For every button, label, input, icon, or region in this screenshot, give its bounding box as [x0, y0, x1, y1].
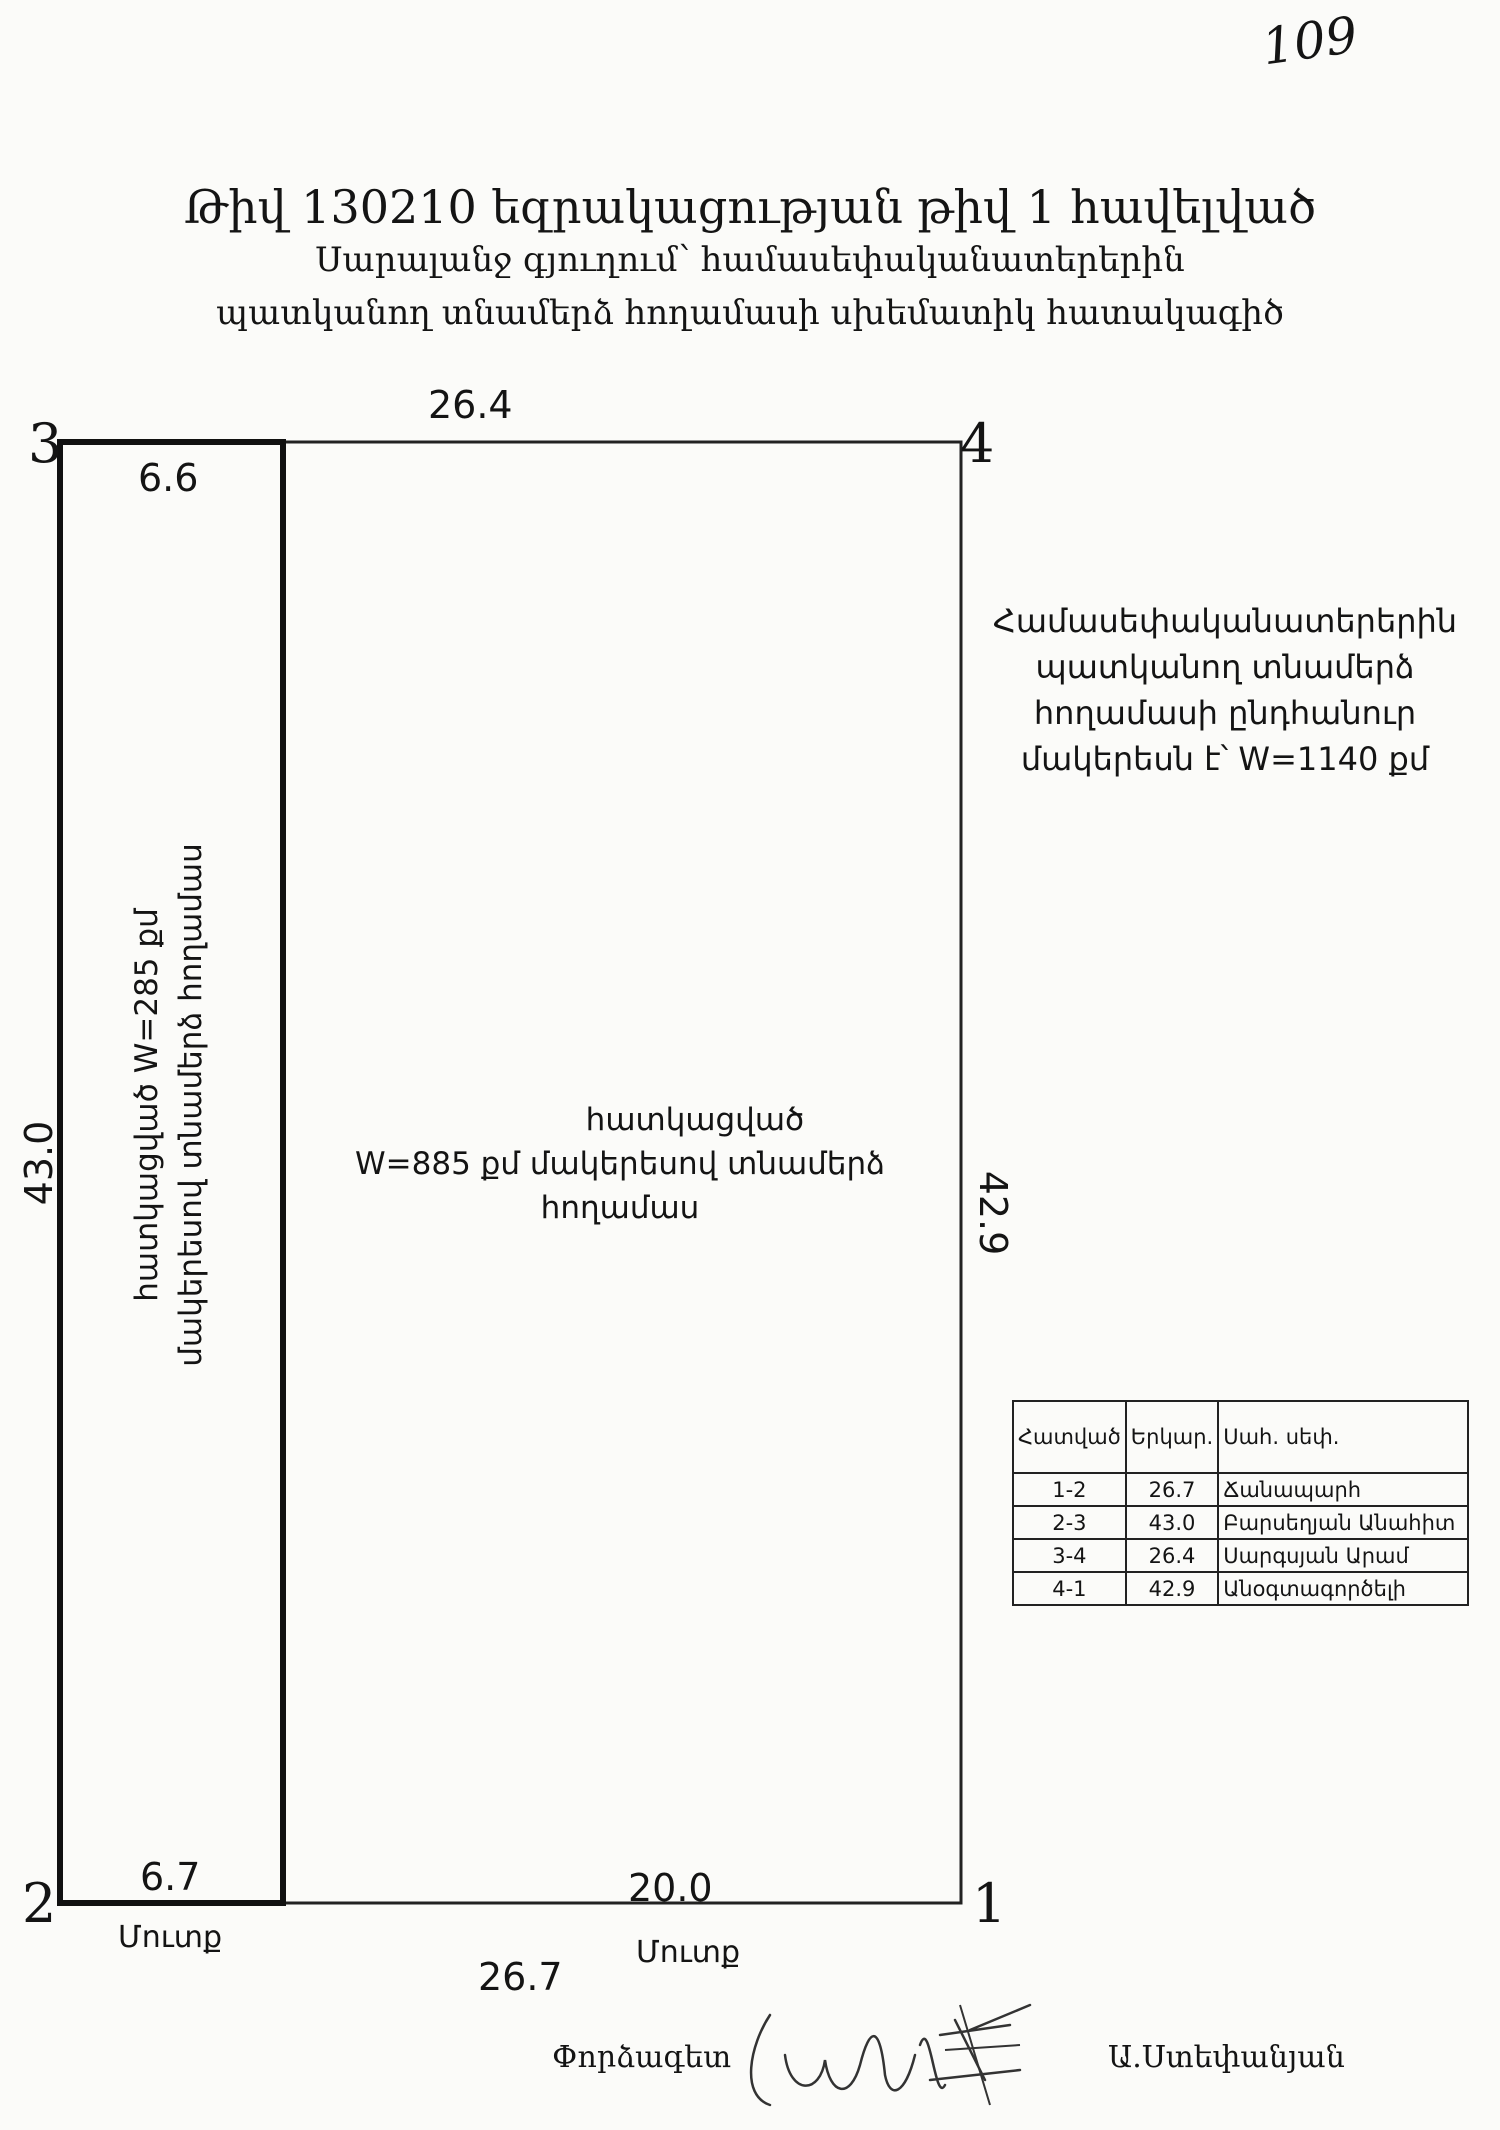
- document-subtitle-line2: պատկանող տնամերձ հողամասի սխեմատիկ հատակագիծ: [216, 293, 1284, 333]
- allocated-plot-label-line1: հատկացված W=285 քմ: [129, 908, 165, 1302]
- table-cell-neighbor: Բարսեղյան Անահիտ: [1218, 1506, 1468, 1539]
- table-header-neighbor: Սահ. սեփ.: [1218, 1401, 1468, 1473]
- entrance-label-center: Մուտք: [636, 1935, 741, 1970]
- bottom-side-length: 26.7: [478, 1955, 563, 1999]
- total-area-note-line4: մակերեսն է՝ W=1140 քմ: [1020, 740, 1430, 778]
- table-cell-neighbor: Անօգտագործելի: [1218, 1572, 1468, 1605]
- total-area-note-line1: Համասեփականատերերին: [992, 602, 1458, 640]
- table-header-length: Երկար.: [1126, 1401, 1218, 1473]
- table-row: [1013, 1572, 1468, 1605]
- table-cell-length: 42.9: [1126, 1572, 1218, 1605]
- handwritten-signature: [730, 1985, 1050, 2125]
- table-cell-neighbor: Ճանապարհ: [1218, 1473, 1468, 1506]
- table-cell-segment: 1-2: [1013, 1473, 1126, 1506]
- expert-name: Ա.Ստեփանյան: [1108, 2040, 1345, 2075]
- corner-1-label: 1: [972, 1872, 1007, 1935]
- table-header-segment: Հատված: [1013, 1401, 1126, 1473]
- top-left-segment-length: 6.6: [138, 456, 199, 500]
- total-area-note-line3: հողամասի ընդհանուր: [1033, 694, 1417, 732]
- table-cell-segment: 4-1: [1013, 1572, 1126, 1605]
- table-cell-length: 26.7: [1126, 1473, 1218, 1506]
- table-cell-segment: 3-4: [1013, 1539, 1126, 1572]
- main-plot-label-line2: W=885 քմ մակերեսով տնամերձ: [355, 1146, 885, 1182]
- corner-2-label: 2: [22, 1872, 57, 1935]
- corner-3-label: 3: [28, 412, 63, 475]
- left-side-length: 43.0: [17, 1120, 61, 1206]
- bottom-right-segment-length: 20.0: [628, 1866, 713, 1910]
- table-cell-length: 43.0: [1126, 1506, 1218, 1539]
- expert-title: Փորձագետ: [552, 2040, 732, 2075]
- allocated-plot-label-line2: մակերեսով տնամերձ հողամաս: [173, 843, 209, 1367]
- table-header-row: [1013, 1401, 1468, 1473]
- main-plot-label: [300, 1098, 940, 1230]
- table-cell-segment: 2-3: [1013, 1506, 1126, 1539]
- corner-4-label: 4: [960, 412, 995, 475]
- document-subtitle-line1: Սարալանջ գյուղում՝ համասեփականատերերին: [315, 240, 1185, 280]
- page-number: 109: [1258, 5, 1362, 77]
- allocated-plot-label: [125, 755, 215, 1455]
- right-side-length: 42.9: [971, 1170, 1015, 1256]
- table-row: [1013, 1539, 1468, 1572]
- bottom-left-segment-length: 6.7: [140, 1855, 201, 1899]
- entrance-label-left: Մուտք: [118, 1920, 223, 1955]
- total-area-note: [990, 598, 1460, 782]
- table-row: [1013, 1473, 1468, 1506]
- total-area-note-line2: պատկանող տնամերձ: [1035, 648, 1415, 686]
- document-title: Թիվ 130210 եզրակացության թիվ 1 հավելված: [183, 180, 1317, 234]
- main-plot-label-line1: հատկացված: [585, 1102, 805, 1138]
- table-cell-neighbor: Սարգսյան Արամ: [1218, 1539, 1468, 1572]
- table-cell-length: 26.4: [1126, 1539, 1218, 1572]
- top-side-length: 26.4: [428, 383, 513, 427]
- table-row: [1013, 1506, 1468, 1539]
- main-plot-label-line3: հողամաս: [540, 1190, 700, 1226]
- boundary-table: [1012, 1400, 1469, 1606]
